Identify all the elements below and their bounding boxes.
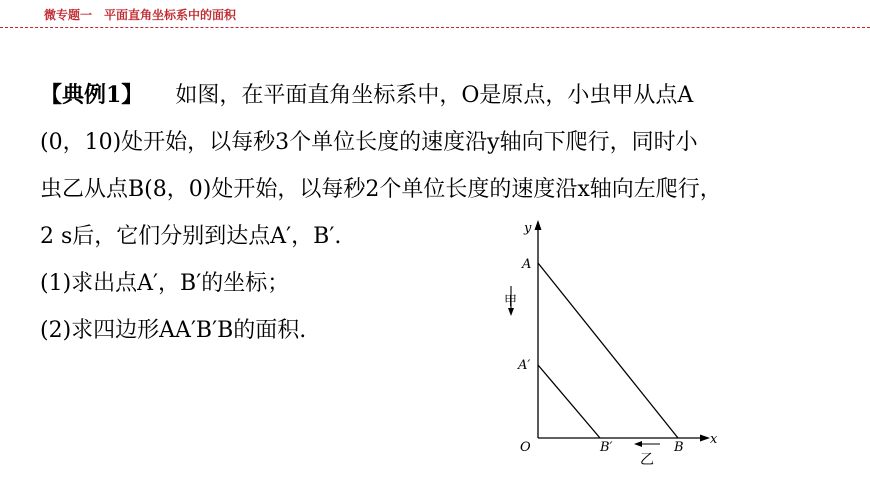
jia-label: 甲: [504, 294, 518, 309]
question-1: (1)求出点A′，B′的坐标；: [40, 271, 290, 296]
example-tag: 【典例1】: [40, 82, 144, 108]
segment-A-prime-B-prime: [538, 365, 600, 438]
problem-line-4: 2 s后，它们分别到达点A′，B′.: [40, 224, 342, 249]
point-B-label: B: [674, 440, 684, 455]
problem-text-line-1: 如图，在平面直角坐标系中，O是原点，小虫甲从点A: [175, 83, 694, 108]
x-axis-arrow: [700, 435, 710, 442]
yi-label: 乙: [640, 452, 654, 468]
problem-line-3: 虫乙从点B(8，0)处开始，以每秒2个单位长度的速度沿x轴向左爬行，: [40, 177, 722, 202]
axis-x-label: x: [710, 432, 718, 447]
point-A-label: A: [522, 257, 532, 272]
yi-arrow-head: [634, 441, 642, 447]
segment-AB: [538, 263, 678, 438]
jia-arrow-head: [508, 308, 514, 316]
axis-y-label: y: [524, 221, 532, 236]
origin-label: O: [520, 440, 531, 455]
header-divider: [0, 27, 870, 28]
header-title: 微专题一 平面直角坐标系中的面积: [44, 8, 237, 22]
problem-line-1: [40, 72, 840, 119]
problem-line-2: (0，10)处开始，以每秒3个单位长度的速度沿y轴向下爬行，同时小: [40, 130, 698, 155]
question-2: (2)求四边形AA′B′B的面积.: [40, 318, 307, 343]
point-B-prime-label: B′: [600, 440, 613, 455]
page-header: [0, 0, 870, 28]
point-A-prime-label: A′: [518, 358, 531, 373]
y-axis-arrow: [535, 220, 542, 230]
coordinate-figure: [490, 210, 730, 475]
